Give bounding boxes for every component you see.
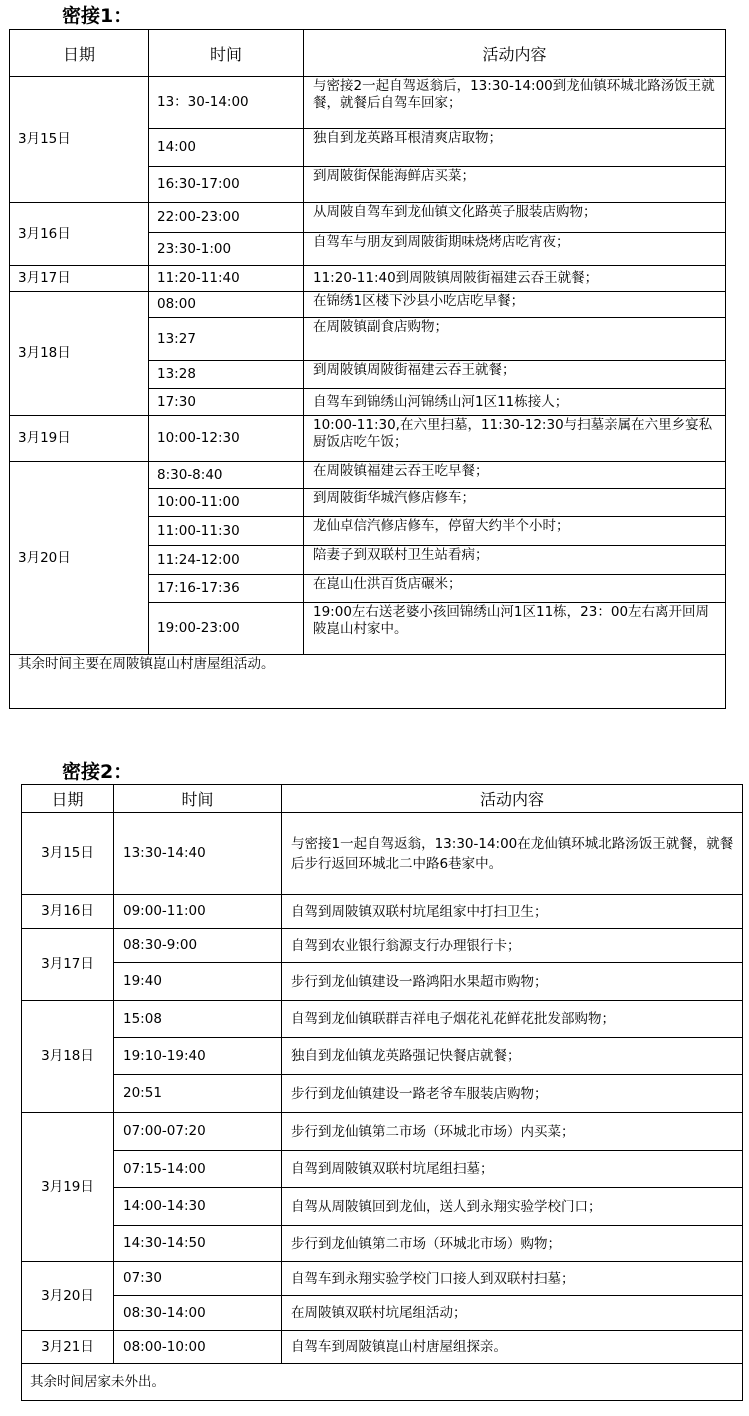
table-row	[22, 1113, 743, 1151]
time-cell: 17:16-17:36	[149, 575, 304, 603]
activity-cell: 自驾车到永翔实验学校门口接人到双联村扫墓；	[282, 1262, 743, 1296]
activity-cell: 独自到龙仙镇龙英路强记快餐店就餐；	[282, 1038, 743, 1075]
time-cell: 08:30-14:00	[114, 1296, 282, 1331]
note-row	[10, 655, 726, 709]
contact1-title: 密接1：	[62, 5, 133, 27]
table-row	[10, 416, 726, 462]
table-row	[10, 77, 726, 129]
activity-cell: 与密接1一起自驾返翁，13:30-14:00在龙仙镇环城北路汤饭王就餐，就餐后步行返回环城北二中路6巷家中。	[282, 813, 743, 895]
date-cell: 3月19日	[10, 416, 149, 462]
header-activity: 活动内容	[282, 785, 743, 813]
activity-cell: 自驾车到周陂镇崑山村唐屋组探亲。	[282, 1331, 743, 1364]
activity-cell: 龙仙卓信汽修店修车，停留大约半个小时；	[304, 517, 726, 546]
activity-cell: 自驾到周陂镇双联村坑尾组扫墓；	[282, 1151, 743, 1188]
table-row	[22, 1038, 743, 1075]
header-date: 日期	[10, 30, 149, 77]
time-cell: 10:00-11:00	[149, 489, 304, 517]
time-cell: 07:30	[114, 1262, 282, 1296]
activity-cell: 自驾到农业银行翁源支行办理银行卡；	[282, 929, 743, 963]
table-row	[10, 266, 726, 292]
time-cell: 20:51	[114, 1075, 282, 1113]
activity-cell: 与密接2一起自驾返翁后，13:30-14:00到龙仙镇环城北路汤饭王就餐，就餐后自驾车回家；	[304, 77, 726, 129]
time-cell: 10:00-12:30	[149, 416, 304, 462]
date-cell: 3月19日	[22, 1113, 114, 1262]
activity-cell: 步行到龙仙镇建设一路老爷车服装店购物；	[282, 1075, 743, 1113]
table-row	[22, 1262, 743, 1296]
time-cell: 13：30-14:00	[149, 77, 304, 129]
date-cell: 3月17日	[10, 266, 149, 292]
contact2-table	[21, 784, 743, 1401]
activity-cell: 19:00左右送老婆小孩回锦绣山河1区11栋，23：00左右离开回周陂崑山村家中。	[304, 603, 726, 655]
header-time: 时间	[149, 30, 304, 77]
activity-cell: 在周陂镇福建云吞王吃早餐；	[304, 462, 726, 489]
header-time: 时间	[114, 785, 282, 813]
time-cell: 08:00	[149, 292, 304, 318]
activity-cell: 自驾车与朋友到周陂街期味烧烤店吃宵夜；	[304, 233, 726, 266]
time-cell: 13:30-14:40	[114, 813, 282, 895]
activity-cell: 步行到龙仙镇第二市场（环城北市场）购物；	[282, 1226, 743, 1262]
note-row	[22, 1364, 743, 1401]
table-row	[22, 1226, 743, 1262]
contact2-title: 密接2：	[62, 761, 133, 783]
time-cell: 14:30-14:50	[114, 1226, 282, 1262]
activity-cell: 到周陂镇周陂街福建云吞王就餐；	[304, 361, 726, 389]
time-cell: 08:00-10:00	[114, 1331, 282, 1364]
time-cell: 09:00-11:00	[114, 895, 282, 929]
note-cell: 其余时间主要在周陂镇崑山村唐屋组活动。	[10, 655, 726, 709]
activity-cell: 到周陂街保能海鲜店买菜；	[304, 167, 726, 203]
table-row	[22, 963, 743, 1001]
time-cell: 23:30-1:00	[149, 233, 304, 266]
time-cell: 14:00-14:30	[114, 1188, 282, 1226]
activity-cell: 自驾车到锦绣山河锦绣山河1区11栋接人；	[304, 389, 726, 416]
activity-cell: 自驾到周陂镇双联村坑尾组家中打扫卫生；	[282, 895, 743, 929]
table-row	[22, 1331, 743, 1364]
table-row	[22, 1188, 743, 1226]
contact1-table	[9, 29, 726, 709]
activity-cell: 在崑山仕洪百货店碾米；	[304, 575, 726, 603]
time-cell: 19:10-19:40	[114, 1038, 282, 1075]
table-row	[22, 1075, 743, 1113]
time-cell: 8:30-8:40	[149, 462, 304, 489]
time-cell: 13:27	[149, 318, 304, 361]
time-cell: 19:00-23:00	[149, 603, 304, 655]
activity-cell: 自驾到龙仙镇联群吉祥电子烟花礼花鲜花批发部购物；	[282, 1001, 743, 1038]
activity-cell: 11:20-11:40到周陂镇周陂街福建云吞王就餐；	[304, 266, 726, 292]
date-cell: 3月21日	[22, 1331, 114, 1364]
note-cell: 其余时间居家未外出。	[22, 1364, 743, 1401]
table-row	[22, 895, 743, 929]
date-cell: 3月16日	[10, 203, 149, 266]
table-row	[22, 1001, 743, 1038]
activity-cell: 独自到龙英路耳根清爽店取物；	[304, 129, 726, 167]
time-cell: 19:40	[114, 963, 282, 1001]
date-cell: 3月15日	[10, 77, 149, 203]
table-row	[10, 292, 726, 318]
table-row	[22, 813, 743, 895]
date-cell: 3月20日	[10, 462, 149, 655]
activity-cell: 在锦绣1区楼下沙县小吃店吃早餐；	[304, 292, 726, 318]
time-cell: 13:28	[149, 361, 304, 389]
time-cell: 07:15-14:00	[114, 1151, 282, 1188]
time-cell: 14:00	[149, 129, 304, 167]
date-cell: 3月18日	[10, 292, 149, 416]
activity-cell: 在周陂镇副食店购物；	[304, 318, 726, 361]
table-row	[10, 462, 726, 489]
header-activity: 活动内容	[304, 30, 726, 77]
table-row	[22, 1296, 743, 1331]
time-cell: 22:00-23:00	[149, 203, 304, 233]
activity-cell: 在周陂镇双联村坑尾组活动；	[282, 1296, 743, 1331]
header-date: 日期	[22, 785, 114, 813]
activity-cell: 10:00-11:30,在六里扫墓，11:30-12:30与扫墓亲属在六里乡宴私厨饭店吃午饭；	[304, 416, 726, 462]
time-cell: 15:08	[114, 1001, 282, 1038]
date-cell: 3月18日	[22, 1001, 114, 1113]
date-cell: 3月17日	[22, 929, 114, 1001]
activity-cell: 陪妻子到双联村卫生站看病；	[304, 546, 726, 575]
table-row	[22, 929, 743, 963]
activity-cell: 从周陂自驾车到龙仙镇文化路英子服装店购物；	[304, 203, 726, 233]
table-row	[22, 1151, 743, 1188]
time-cell: 11:20-11:40	[149, 266, 304, 292]
activity-cell: 到周陂街华城汽修店修车；	[304, 489, 726, 517]
time-cell: 16:30-17:00	[149, 167, 304, 203]
date-cell: 3月16日	[22, 895, 114, 929]
time-cell: 11:00-11:30	[149, 517, 304, 546]
date-cell: 3月20日	[22, 1262, 114, 1331]
table-row	[10, 203, 726, 233]
activity-cell: 步行到龙仙镇建设一路鸿阳水果超市购物；	[282, 963, 743, 1001]
time-cell: 11:24-12:00	[149, 546, 304, 575]
time-cell: 17:30	[149, 389, 304, 416]
date-cell: 3月15日	[22, 813, 114, 895]
activity-cell: 步行到龙仙镇第二市场（环城北市场）内买菜；	[282, 1113, 743, 1151]
time-cell: 08:30-9:00	[114, 929, 282, 963]
activity-cell: 自驾从周陂镇回到龙仙，送人到永翔实验学校门口；	[282, 1188, 743, 1226]
time-cell: 07:00-07:20	[114, 1113, 282, 1151]
